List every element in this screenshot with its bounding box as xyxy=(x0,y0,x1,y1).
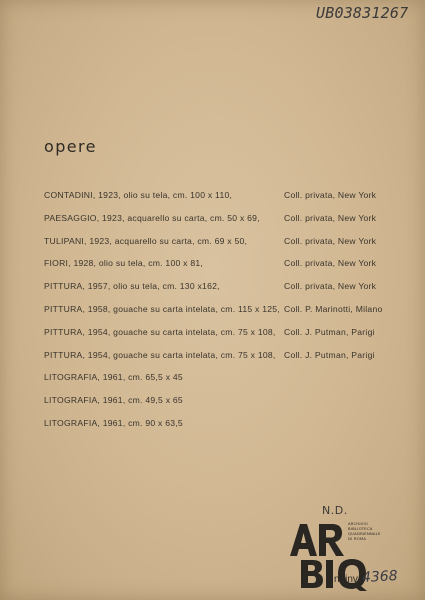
work-collection: Coll. P. Marinotti, Milano xyxy=(284,303,383,314)
work-collection: Coll. J. Putman, Parigi xyxy=(284,326,375,337)
work-description: PITTURA, 1954, gouache su carta intelata, cm. 75 x 108, xyxy=(44,349,276,360)
work-item xyxy=(44,413,389,436)
work-collection: Coll. privata, New York xyxy=(284,190,377,200)
archive-logo-line: DI ROMA xyxy=(348,536,367,541)
archive-logo-line: BIBLIOTECA xyxy=(348,526,373,531)
work-item xyxy=(44,345,389,368)
work-description: PAESAGGIO, 1923, acquarello su carta, cm. 50 x 69, xyxy=(44,212,260,223)
work-item xyxy=(44,185,389,208)
work-item xyxy=(44,231,389,254)
work-description: TULIPANI, 1923, acquarello su carta, cm. 69 x 50, xyxy=(44,235,248,246)
work-description: LITOGRAFIA, 1961, cm. 49,5 x 65 xyxy=(44,395,183,406)
archive-logo-line: ARCHIVIO xyxy=(348,521,368,526)
work-collection: Coll. privata, New York xyxy=(284,281,377,292)
work-collection: Coll. privata, New York xyxy=(284,212,377,223)
work-description: PITTURA, 1954, gouache su carta intelata, cm. 75 x 108, xyxy=(44,326,276,337)
work-item xyxy=(44,367,389,390)
archive-logo-line: QUADRIENNALE xyxy=(348,531,381,536)
work-description: LITOGRAFIA, 1961, cm. 90 x 63,5 xyxy=(44,417,183,428)
section-heading: opere xyxy=(44,137,97,156)
work-collection: Coll. privata, New York xyxy=(284,235,377,246)
work-item xyxy=(44,322,389,345)
work-description: LITOGRAFIA, 1961, cm. 65,5 x 45 xyxy=(44,372,183,383)
work-item xyxy=(44,253,389,276)
work-item xyxy=(44,299,389,322)
work-description: FIORI, 1928, olio su tela, cm. 100 x 81, xyxy=(44,258,204,269)
work-description: CONTADINI, 1923, olio su tela, cm. 100 x 110, xyxy=(44,190,233,200)
archive-logo-text xyxy=(348,521,381,541)
works-list xyxy=(44,185,389,436)
catalog-stamp: UB03831267 xyxy=(316,4,409,22)
work-item xyxy=(44,208,389,231)
work-item xyxy=(44,276,389,299)
work-collection: Coll. privata, New York xyxy=(284,258,377,269)
inventory-label: n. inv. xyxy=(334,574,360,585)
work-description: PITTURA, 1957, olio su tela, cm. 130 x162, xyxy=(44,281,220,292)
nd-note: N.D. xyxy=(322,504,348,517)
work-collection: Coll. J. Putman, Parigi xyxy=(284,349,375,360)
inventory-number: 4368 xyxy=(361,568,399,586)
work-item xyxy=(44,390,389,413)
work-description: PITTURA, 1958, gouache su carta intelata, cm. 115 x 125, xyxy=(44,303,280,314)
